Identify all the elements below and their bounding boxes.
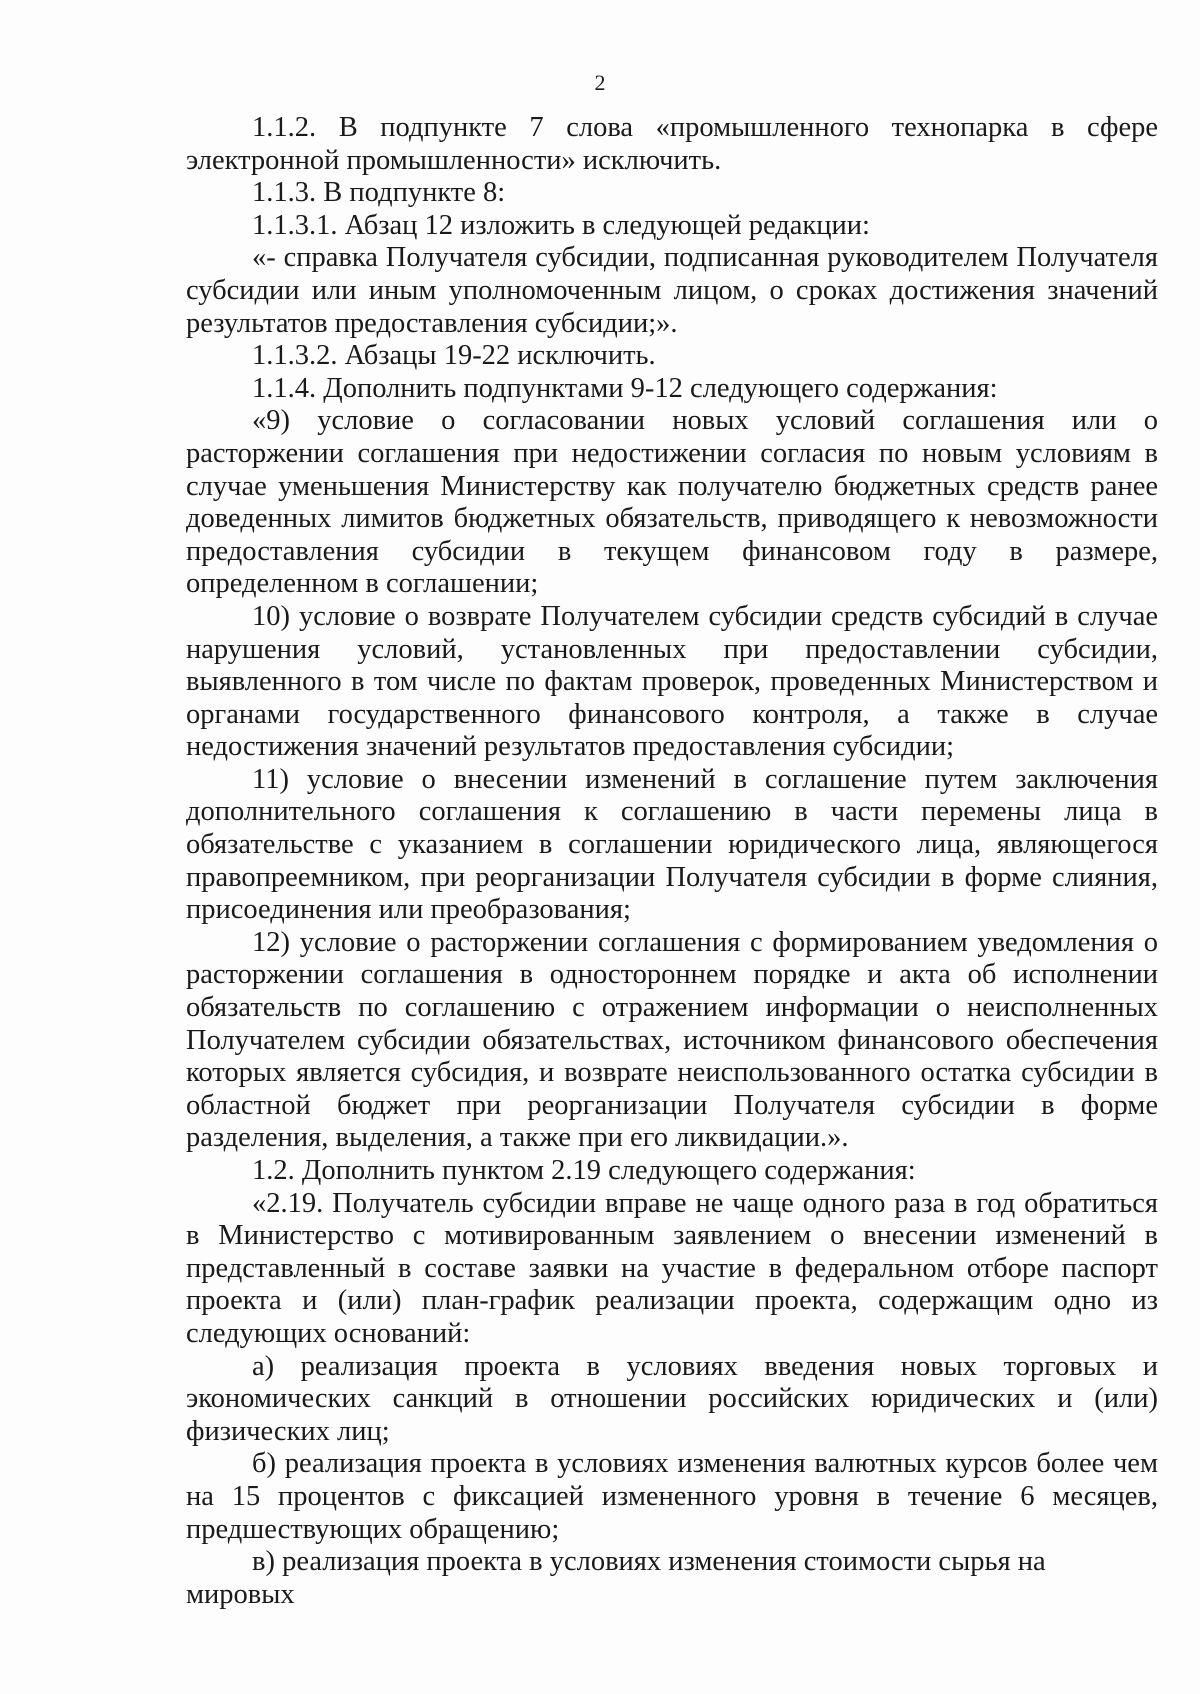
paragraph-1-1-3: 1.1.3. В подпункте 8:	[252, 177, 506, 209]
paragraph-quote-spravka: «- справка Получателя субсидии, подписанная руководителем Получателя субсидии или иным уполномоченным лицом, о сроках достижения значений результатов предоставления субсидии;».	[186, 242, 1158, 339]
paragraph-item-a: а) реализация проекта в условиях введения новых торговых и экономических санкций в отношении российских юридических и (или) физических лиц;	[186, 1350, 1158, 1447]
paragraph-1-1-3-2: 1.1.3.2. Абзацы 19-22 исключить.	[252, 340, 656, 372]
page-number: 2	[594, 70, 606, 95]
paragraph-item-9: «9) условие о согласовании новых условий соглашения или о расторжении соглашения при недостижении согласия по новым условиям в случае уменьшения Министерству как получателю бюджетных средств ранее доведенных лимитов бюджетных обязательств, приводящего к невозможности предоставления субсидии в текущем финансовом году в размере, определенном в соглашении;	[186, 405, 1158, 600]
paragraph-item-v: в) реализация проекта в условиях изменения стоимости сырья на мировых	[186, 1546, 1046, 1610]
paragraph-1-1-4: 1.1.4. Дополнить подпунктами 9-12 следующего содержания:	[252, 372, 998, 404]
paragraph-1-2: 1.2. Дополнить пунктом 2.19 следующего содержания:	[252, 1155, 916, 1186]
paragraph-item-b: б) реализация проекта в условиях изменения валютных курсов более чем на 15 процентов с фиксацией измененного уровня в течение 6 месяцев, предшествующих обращению;	[186, 1448, 1158, 1545]
paragraph-item-11: 11) условие о внесении изменений в соглашение путем заключения дополнительного соглашения к соглашению в части перемены лица в обязательстве с указанием в соглашении юридического лица, являющегося правопреемником, при реорганизации Получателя субсидии в форме слияния, присоединения или преобразования;	[186, 763, 1158, 926]
paragraph-item-12: 12) условие о расторжении соглашения с формированием уведомления о расторжении соглашения в одностороннем порядке и акта об исполнении обязательств по соглашению с отражением информации о неисполненных Получателем субсидии обязательствах, источником финансового обеспечения которых является субсидия, и возврате неиспользованного остатка субсидии в областной бюджет при реорганизации Получателя субсидии в форме разделения, выделения, а также при его ликвидации.».	[186, 926, 1158, 1154]
paragraph-1-1-3-1: 1.1.3.1. Абзац 12 изложить в следующей редакции:	[252, 209, 870, 241]
document-body	[186, 112, 1158, 1611]
paragraph-2-19: «2.19. Получатель субсидии вправе не чаще одного раза в год обратиться в Министерство с мотивированным заявлением о внесении изменений в представленный в составе заявки на участие в федеральном отборе паспорт проекта и (или) план-график реализации проекта, содержащим одно из следующих оснований:	[186, 1187, 1158, 1349]
paragraph-item-10: 10) условие о возврате Получателем субсидии средств субсидий в случае нарушения условий, установленных при предоставлении субсидии, выявленного в том числе по фактам проверок, проведенных Министерством и органами государственного финансового контроля, а также в случае недостижения значений результатов предоставления субсидии;	[186, 600, 1158, 763]
paragraph-1-1-2: 1.1.2. В подпункте 7 слова «промышленного технопарка в сфере электронной промышленности» исключить.	[186, 112, 1158, 176]
